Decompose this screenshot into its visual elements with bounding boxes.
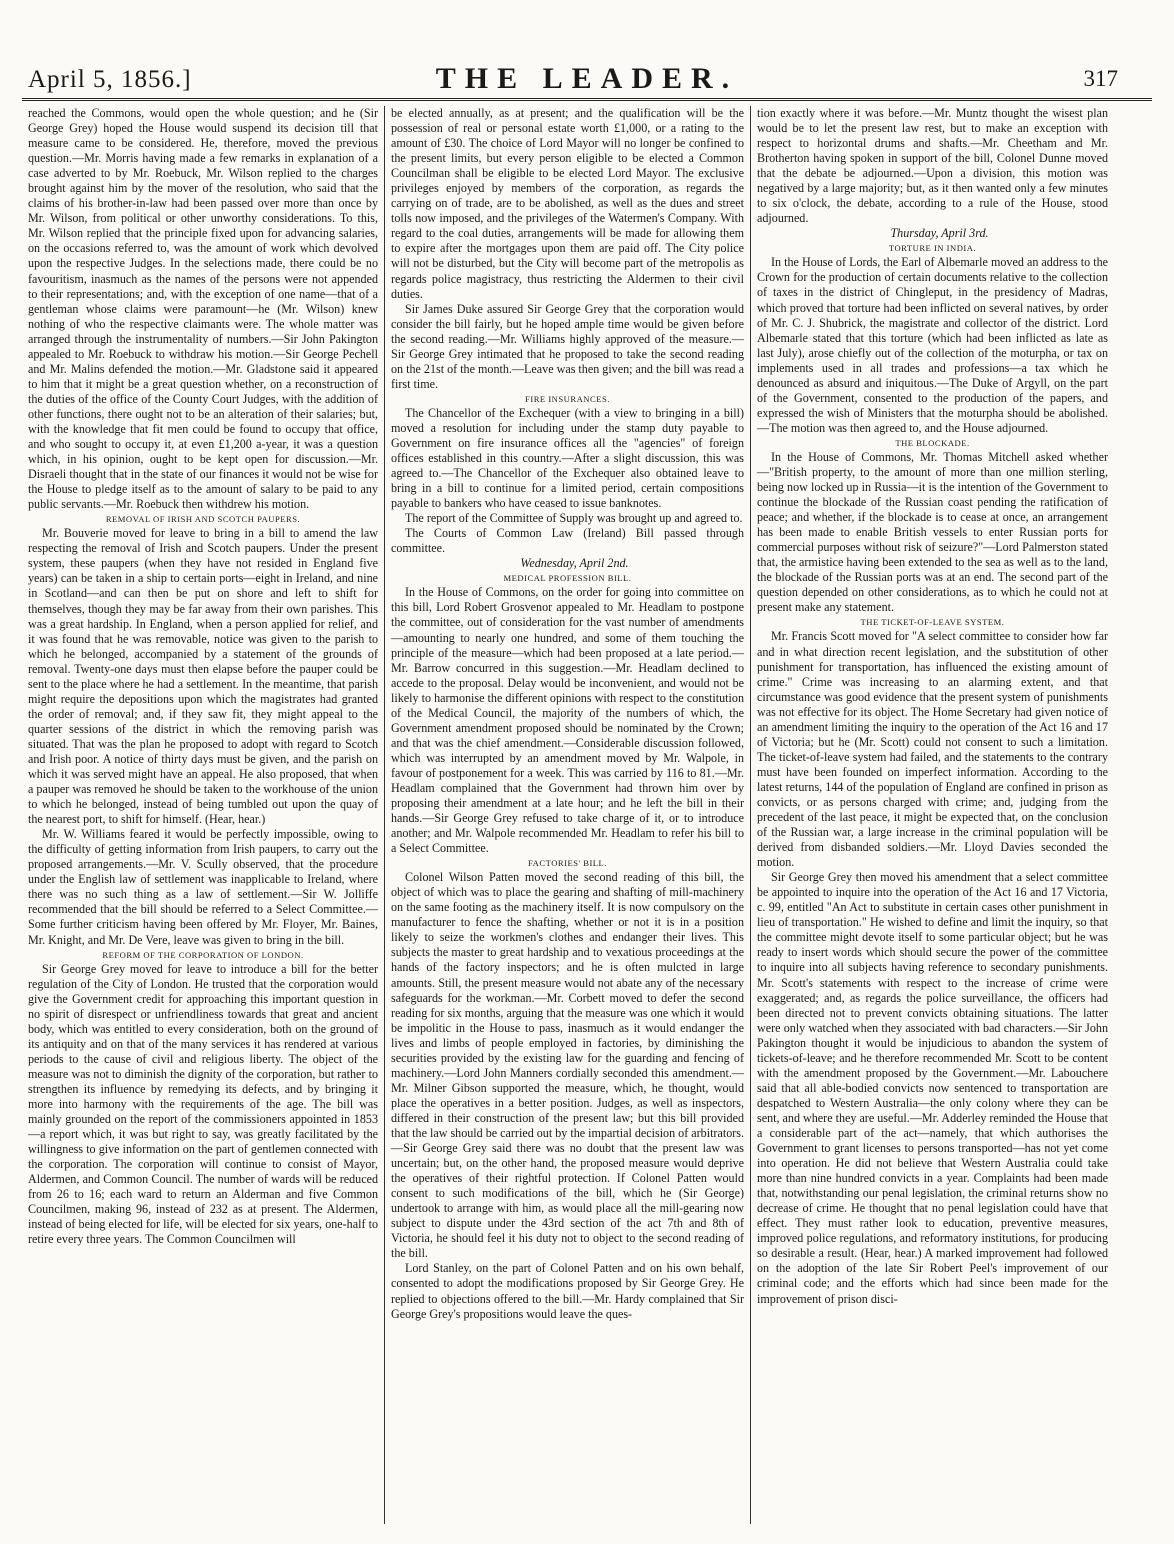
paragraph: In the House of Commons, on the order for going into committee on this bill, Lord Robert Grosvenor appealed to Mr. Headlam to postpone the committee, out of consideration for the vast number of amendments—amounting to nearly one hundred, and some of them touching the principle of the measure—which had been proposed at a late period.—Mr. Barrow concurred in this suggestion.—Mr. Headlam declined to accede to the proposal. Delay would be inconvenient, and would not be likely to harmonise the different opinions with respect to the constitution of the Medical Council, the majority of the numbers of which, the Government amendment proposed should be nominated by the Crown; and that was the chief amendment.—Considerable discussion followed, which was interrupted by an amendment moved by Mr. Walpole, in favour of postponement for a week. This was carried by 116 to 81.—Mr. Headlam complained that the Government had thrown him over by proposing their amendment at a late hour; and he left the bill in their hands.—Sir George Grey refused to take charge of it, or to introduce another; and Mr. Walpole recommended Mr. Headlam to refer his bill to a Select Committee. bbox=[391, 585, 744, 856]
section-heading: TORTURE IN INDIA. bbox=[888, 243, 977, 254]
paragraph: Sir James Duke assured Sir George Grey that the corporation would consider the bill fairly, but he hoped ample time would be given before the second reading.—Mr. Williams highly approved of the measure.—Sir George Grey intimated that he proposed to take the second reading on the 21st of the month.—Leave was then given; and the bill was read a first time. bbox=[391, 301, 744, 391]
paragraph: In the House of Commons, Mr. Thomas Mitchell asked whether—"British property, to the amount of more than one million sterling, being now locked up in Russia—it is the intention of the Government to continue the blockade of the Russian coast pending the ratification of peace; and whether, if the blockade is to cease at once, an arrangement has been made to enable British vessels to enter Russian ports for commercial purposes without risk of seizure?"—Lord Palmerston stated that, the armistice having been extended to the sea as well as to the land, the blockade of the Russian ports was at an end. The second part of the question depended on other considerations, as to which he could not at present make any statement. bbox=[757, 449, 1108, 615]
paragraph: reached the Commons, would open the whole question; and he (Sir George Grey) hoped the House would suspend its decision till that measure came to be considered. He, therefore, moved the previous question.—Mr. Morris having made a few remarks in explanation of a case adverted to by Mr. Roebuck, Mr. Wilson replied to the charges brought against him by the mover of the resolution, who said that the claims of his brother-in-law had been passed over more than once by Mr. Wilson, from political or other unworthy considerations. To this, Mr. Wilson replied that the principle fixed upon for advancing salaries, on the occasions referred to, was the amount of work which devolved upon the respective Judges. In the selections made, there could be no favouritism, inasmuch as the names of the persons were not appended to their representations; and, with the exception of one name—that of a gentleman whose claims were paramount—he (Mr. Wilson) knew nothing of who the respective claimants were. The whole matter was arranged through the instrumentality of numbers.—Sir John Pakington appealed to Mr. Roebuck to withdraw his motion.—Sir George Pechell and Mr. Malins defended the motion.—Mr. Gladstone said it appeared to him that it might be a great question whether, on a reconstruction of the duties of the office of the County Court Judges, with the addition of other functions, there ought not to be an alteration of their salaries; but, with the knowledge that fit men could be found to occupy that office, and who sought to occupy it, at even £1,200 a-year, it was a question which, in his opinion, ought to be kept open for discussion.—Mr. Disraeli thought that in the state of our finances it would not be wise for the House to pledge itself as to the amount of salary to be paid to any public servants.—Mr. Roebuck then withdrew his motion. bbox=[28, 106, 378, 512]
paragraph: Mr. Bouverie moved for leave to bring in a bill to amend the law respecting the removal of Irish and Scotch paupers. Under the present system, these paupers (when they have not resided in England five years) can be taken in a ship to certain ports—eight in Ireland, and nine in Scotland—and can then be put on shore and left to shift for themselves, though they may be far away from their own parishes. This was a great hardship. In England, when a person applied for relief, and it was found that he was removable, notice was given to the parish to which he belonged, accompanied by a statement of the grounds of removal. Twenty-one days must then elapse before the pauper could be sent to the place where he had a settlement. In the meantime, that parish might require the depositions upon which the magistrates had granted the order of removal; and, if they saw fit, they might appeal to the quarter sessions of the district in which the removing parish was situated. That was the plan he proposed to adopt with regard to Scotch and Irish poor. A notice of thirty days must be given, and the parish on which it was served might have an appeal. He also proposed, that when a pauper was removed he should be taken to the workhouse of the union to which he belonged, instead of being tumbled out upon the quay of the nearest port, to shift for himself. (Hear, hear.) bbox=[28, 526, 378, 827]
dateline: Wednesday, April 2nd. bbox=[520, 556, 629, 571]
paragraph: The report of the Committee of Supply was brought up and agreed to. bbox=[405, 511, 743, 526]
paragraph: In the House of Lords, the Earl of Albemarle moved an address to the Crown for the production of certain documents relative to the collection of taxes in the district of Chingleput, in the presidency of Madras, which proved that torture had been inflicted on several natives, by order of Mr. C. J. Shubrick, the magistrate and collector of the district. Lord Albemarle stated that this torture (which had been inflicted as late as last July), arose chiefly out of the collection of the moturpha, or tax on implements used in all trades and professions—a tax which he denounced as absurd and iniquitous.—The Duke of Argyll, on the part of the Government, consented to the production of the papers, and expressed the wish of Ministers that the moturpha should be abolished.—The motion was then agreed to, and the House adjourned. bbox=[757, 255, 1108, 435]
masthead-rule bbox=[22, 98, 1152, 101]
paragraph: The Chancellor of the Exchequer (with a view to bringing in a bill) moved a resolution for including under the stamp duty payable to Government on fire insurance offices all the "agencies" of foreign offices established in this country.—After a slight discussion, this was agreed to.—The Chancellor of the Exchequer also obtained leave to bring in a bill to continue for a limited period, certain compositions payable to bankers who have ceased to issue banknotes. bbox=[391, 405, 744, 511]
paragraph: Sir George Grey then moved his amendment that a select committee be appointed to inquire into the operation of the Act 16 and 17 Victoria, c. 99, entitled "An Act to substitute in certain cases other punishment in lieu of transportation." He wished to define and limit the inquiry, so that the committee might devote itself to some particular object; but he was ready to insert words which should secure the power of the committee to inquire into all subjects having reference to secondary punishments. Mr. Scott's statements with respect to the increase of crime were exaggerated; and, as regards the police surveillance, the officers had been directed not to prevent convicts obtaining situations. The latter were only watched when they associated with bad characters.—Sir John Pakington thought it would be injudicious to abandon the system of tickets-of-leave; and he therefore recommended Mr. Scott to be content with the amendment proposed by the Government.—Mr. Labouchere said that all able-bodied convicts now sentenced to transportation are despatched to Western Australia—the only colony where they can be sent, and where they are useful.—Mr. Adderley reminded the House that a considerable part of the act—namely, that which authorises the Government to grant licenses to persons transported—has not yet come into operation. He did not believe that Western Australia could take more than nine hundred convicts in a year. Complaints had been made that, notwithstanding our penal legislation, the criminal returns show no decrease of crime. He thought that no penal legislation could have that effect. They must rather look to education, preventive measures, improved police regulations, and reformatory institutions, for producing so desirable a result. (Hear, hear.) A marked improvement had followed on the adoption of the late Sir Robert Peel's improvement of our criminal code; and the efforts which had since been made for the improvement of prison disci- bbox=[757, 870, 1108, 1306]
paragraph: Mr. W. Williams feared it would be perfectly impossible, owing to the difficulty of getting information from Irish paupers, to carry out the proposed arrangements.—Mr. V. Scully observed, that the procedure under the English law of settlement was inapplicable to Ireland, where there was no such thing as a law of settlement.—Sir W. Jolliffe recommended that the bill should be referred to a Select Committee.—Some further criticism having been offered by Mr. Floyer, Mr. Baines, Mr. Knight, and Mr. De Vere, leave was given to bring in the bill. bbox=[28, 827, 378, 947]
column-3 bbox=[750, 106, 1114, 1524]
dateline: Thursday, April 3rd. bbox=[890, 226, 989, 241]
paragraph: be elected annually, as at present; and the qualification will be the possession of real or personal estate worth £1,000, or a rating to the amount of £30. The choice of Lord Mayor will no longer be confined to the present limits, but every person eligible to be elected a Common Councilman shall be eligible to be elected Lord Mayor. The exclusive privileges enjoyed by members of the corporation, as regards the carrying on of trade, are to be abolished, as well as the dues and street tolls now imposed, and the privileges of the Watermen's Company. With regard to the coal duties, arrangements will be made for allowing them to expire after the mortgages upon them are paid off. The City police will not be disturbed, but the City will become part of the metropolis as regards police magistracy, thus restricting the Aldermen to their civil duties. bbox=[391, 106, 744, 301]
section-heading: FACTORIES' BILL. bbox=[528, 858, 607, 869]
article-columns bbox=[22, 106, 1114, 1524]
newspaper-title: THE LEADER. bbox=[435, 62, 739, 95]
column-1 bbox=[22, 106, 384, 1524]
masthead bbox=[22, 58, 1152, 98]
section-heading: FIRE INSURANCES. bbox=[525, 393, 610, 404]
section-heading: THE TICKET-OF-LEAVE SYSTEM. bbox=[860, 617, 1005, 628]
section-heading: MEDICAL PROFESSION BILL. bbox=[503, 573, 632, 584]
paragraph: The Courts of Common Law (Ireland) Bill passed through committee. bbox=[391, 526, 744, 556]
page-number: 317 bbox=[1083, 66, 1118, 91]
issue-date: April 5, 1856.] bbox=[28, 66, 192, 93]
paragraph: Lord Stanley, on the part of Colonel Patten and on his own behalf, consented to adopt the modifications proposed by Sir George Grey. He replied to objections offered to the bill.—Mr. Hardy complained that Sir George Grey's propositions would leave the ques- bbox=[391, 1261, 744, 1321]
paragraph: Sir George Grey moved for leave to introduce a bill for the better regulation of the City of London. He trusted that the corporation would give the Government credit for approaching this important question in no spirit of disrespect or unfriendliness towards that great and ancient body, which was entitled to every consideration, both on the ground of its antiquity and on that of the many services it has rendered at various periods to the cause of civil and religious liberty. The object of the measure was not to diminish the dignity of the corporation, but rather to strengthen its influence by remedying its defects, and by bringing it more into harmony with the requirements of the age. The bill was mainly grounded on the report of the commissioners appointed in 1853—a report which, it was but right to say, was greatly facilitated by the willingness to give information on the part of gentlemen connected with the corporation. The corporation will continue to consist of Mayor, Aldermen, and Common Council. The number of wards will be reduced from 26 to 16; each ward to return an Alderman and five Common Councilmen, making 96, instead of 232 as at present. The Aldermen, instead of being elected for life, will be elected for six years, one-half to retire every three years. The Common Councilmen will bbox=[28, 961, 378, 1247]
section-heading: REFORM OF THE CORPORATION OF LONDON. bbox=[102, 949, 304, 960]
section-heading: THE BLOCKADE. bbox=[895, 437, 970, 448]
paragraph: Colonel Wilson Patten moved the second reading of this bill, the object of which was to place the gearing and shafting of mill-machinery on the same footing as the machinery itself. It is now compulsory on the manufacturer to fence the shafting, whether or not it is in a position likely to seize the workmen's clothes and endanger their lives. This subjects the master to great hardship and to vexatious proceedings at the hands of the factory inspectors; and he is often mulcted in large amounts. Still, the present measure would not abate any of the necessary safeguards for the workman.—Mr. Corbett moved to defer the second reading for six months, arguing that the measure was one which it would be impolitic in the House to pass, inasmuch as it would endanger the lives and limbs of people employed in factories, by diminishing the securities provided by the existing law for the guarding and fencing of machinery.—Lord John Manners cordially seconded this amendment.—Mr. Milner Gibson supported the measure, which, he thought, would place the operatives in a better position. Judges, as well as inspectors, differed in their construction of the present law; but this bill provided that the law should be carried out by the impartial decision of arbitrators.—Sir George Grey said there was no doubt that the present law was uncertain; but, on the other hand, the proposed measure would deprive the operatives of their rightful protection. If Colonel Patten would consent to such modifications of the bill, which he (Sir George) undertook to arrange with him, as would place all the mill-gearing now subject to dispute under the 43rd section of the act 7th and 8th of Victoria, he should feel it his duty not to object to the second reading of the bill. bbox=[391, 870, 744, 1261]
column-2 bbox=[384, 106, 750, 1524]
paragraph: tion exactly where it was before.—Mr. Muntz thought the wisest plan would be to let the present law rest, but to make an exception with respect to horizontal drums and shafts.—Mr. Cheetham and Mr. Brotherton having spoken in support of the bill, Colonel Dunne moved that the debate be adjourned.—Upon a division, this motion was negatived by a large majority; but, as it then wanted only a few minutes to six o'clock, the debate, according to a rule of the House, stood adjourned. bbox=[757, 106, 1108, 226]
section-heading: REMOVAL OF IRISH AND SCOTCH PAUPERS. bbox=[105, 514, 301, 525]
paragraph: Mr. Francis Scott moved for "A select committee to consider how far and in what direction recent legislation, and the substitution of other punishment for transportation, has influenced the existing amount of crime." Crime was increasing to an alarming extent, and that circumstance was good evidence that the present system of punishments was not effective for its object. The Home Secretary had given notice of an amendment limiting the inquiry to the operation of the Act 16 and 17 of Victoria; but he (Mr. Scott) could not consent to such a limitation. The ticket-of-leave system had failed, and the statements to the contrary must have been founded on imperfect information. According to the latest returns, 144 of the population of England are confined in prison as convicts, or as persons charged with crime; and, judging from the precedent of the last peace, it might be expected that, on the conclusion of the Russian war, a large increase in the criminal population will be derived from disbanded soldiers.—Mr. Lloyd Davies seconded the motion. bbox=[757, 629, 1108, 870]
